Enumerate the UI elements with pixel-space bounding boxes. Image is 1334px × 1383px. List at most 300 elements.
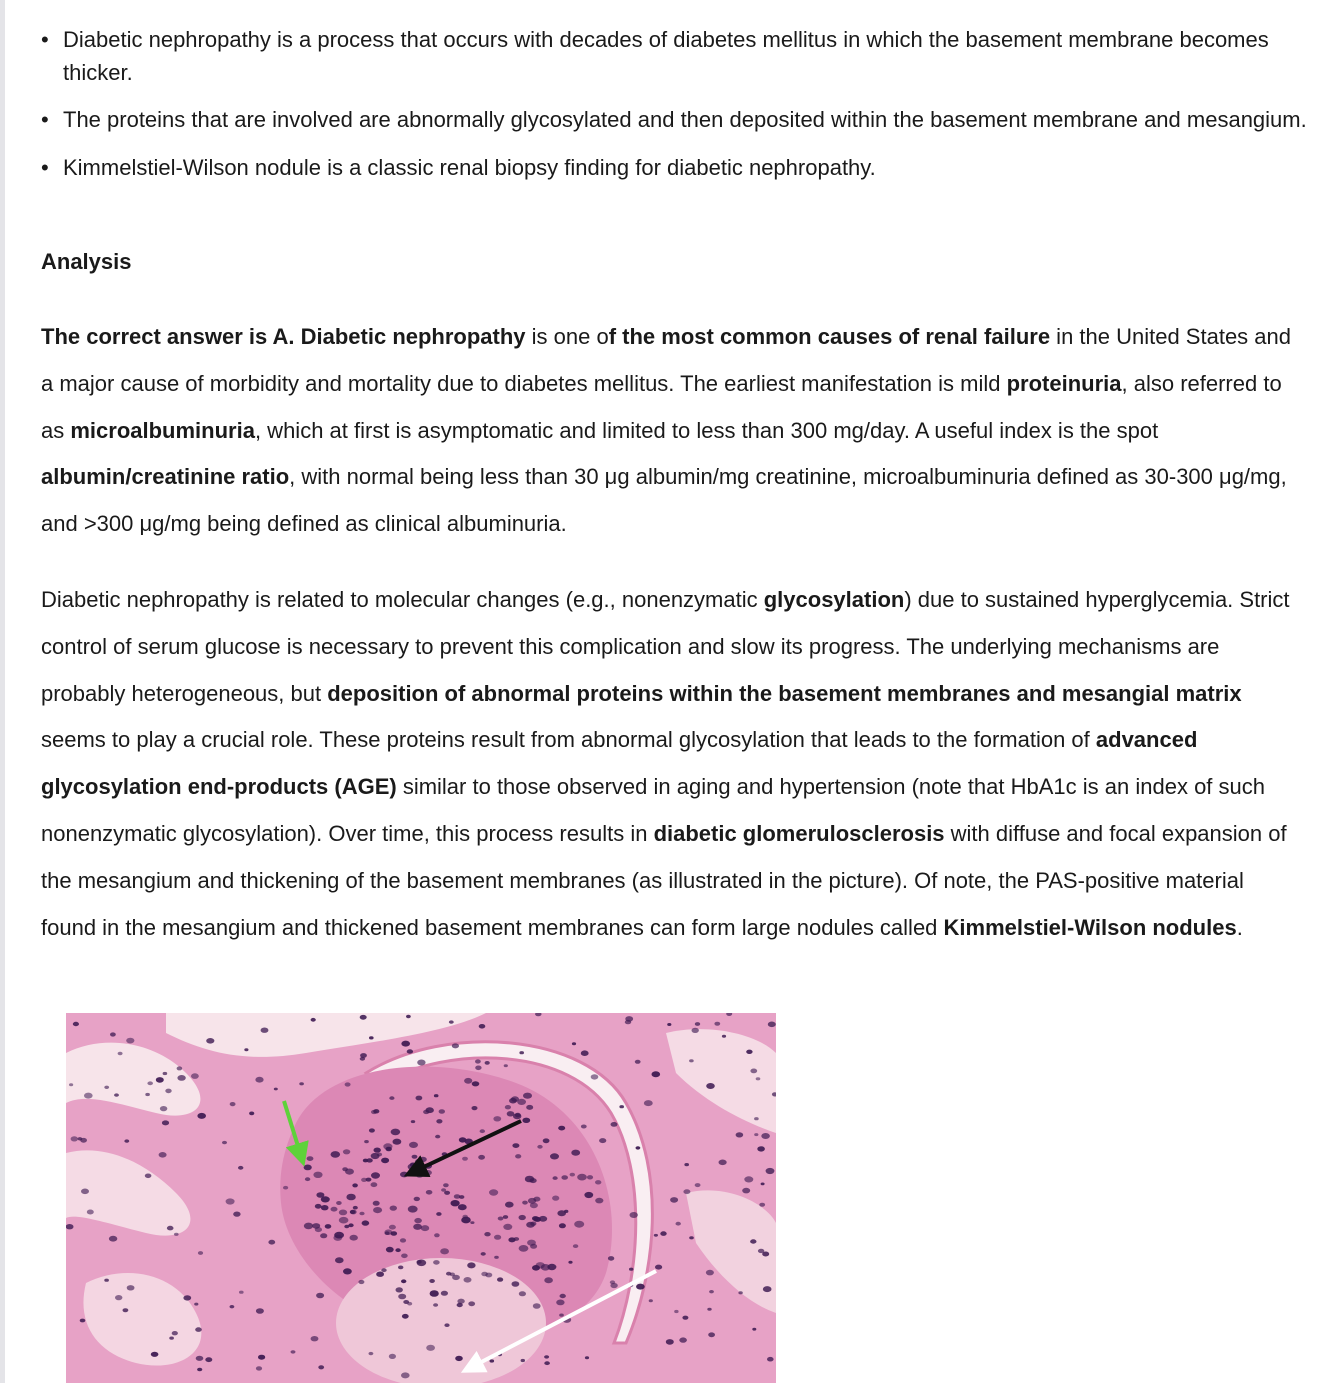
cell-nucleus	[519, 1051, 524, 1054]
cell-nucleus	[321, 1205, 329, 1210]
cell-nucleus	[196, 1356, 204, 1361]
cell-nucleus	[532, 1216, 539, 1221]
cell-nucleus	[490, 1359, 495, 1362]
cell-nucleus	[426, 1345, 435, 1351]
cell-nucleus	[527, 1240, 536, 1246]
cell-nucleus	[436, 1212, 441, 1216]
cell-nucleus	[255, 1077, 263, 1083]
cell-nucleus	[364, 1140, 369, 1143]
cell-nucleus	[311, 1018, 316, 1022]
cell-nucleus	[222, 1141, 227, 1144]
cell-nucleus	[498, 1217, 504, 1221]
cell-nucleus	[515, 1113, 521, 1117]
cell-nucleus	[666, 1339, 674, 1345]
emphasis-text: microalbuminuria	[70, 417, 255, 443]
cell-nucleus	[515, 1154, 521, 1158]
cell-nucleus	[162, 1120, 169, 1125]
cell-nucleus	[561, 1175, 568, 1180]
paragraph-text: , with normal being less than 30 μg albumin/mg creatinine, microalbuminuria defined as 30-300 μg/mg, and >300 μg/mg being defined as clinical albuminuria.	[41, 464, 1287, 537]
emphasis-text: diabetic glomerulosclerosis	[653, 820, 945, 846]
cell-nucleus	[533, 1197, 540, 1202]
cell-nucleus	[543, 1138, 550, 1143]
paragraph-text: is one o	[525, 324, 609, 349]
cell-nucleus	[750, 1239, 756, 1243]
cell-nucleus	[587, 1175, 593, 1179]
cell-nucleus	[299, 1082, 304, 1085]
cell-nucleus	[393, 1139, 402, 1145]
cell-nucleus	[376, 1272, 384, 1277]
cell-nucleus	[433, 1303, 438, 1307]
cell-nucleus	[450, 1273, 455, 1277]
cell-nucleus	[384, 1229, 392, 1235]
cell-nucleus	[481, 1252, 486, 1256]
cell-nucleus	[401, 1254, 408, 1259]
cell-nucleus	[230, 1305, 235, 1308]
cell-nucleus	[172, 1331, 178, 1335]
paragraph-text: seems to play a crucial role. These proteins result from abnormal glycosylation that leads to the formation of	[41, 727, 1096, 753]
cell-nucleus	[719, 1160, 727, 1166]
cell-nucleus	[475, 1059, 481, 1063]
emphasis-text: albumin/creatinine ratio	[41, 464, 290, 490]
cell-nucleus	[402, 1314, 409, 1319]
cell-nucleus	[87, 1210, 94, 1215]
cell-nucleus	[69, 1083, 73, 1086]
cell-nucleus	[503, 1224, 512, 1230]
cell-nucleus	[350, 1235, 358, 1241]
cell-nucleus	[544, 1277, 553, 1283]
cell-nucleus	[750, 1069, 757, 1074]
cell-nucleus	[759, 1203, 765, 1207]
cell-nucleus	[426, 1190, 433, 1195]
cell-nucleus	[756, 1077, 761, 1080]
cell-nucleus	[707, 1308, 711, 1311]
cell-nucleus	[84, 1093, 93, 1099]
paragraph-text: , which at first is asymptomatic and limited to less than 300 mg/day. A useful index is the spot	[254, 417, 1159, 443]
cell-nucleus	[455, 1356, 463, 1361]
cell-nucleus	[386, 1247, 394, 1253]
cell-nucleus	[742, 1188, 750, 1194]
cell-nucleus	[494, 1256, 499, 1259]
cell-nucleus	[346, 1194, 355, 1201]
cell-nucleus	[475, 1066, 481, 1071]
cell-nucleus	[426, 1107, 434, 1113]
cell-nucleus	[434, 1233, 440, 1237]
cell-nucleus	[550, 1153, 559, 1159]
emphasis-text: Kimmelstiel-Wilson nodules	[943, 914, 1237, 940]
cell-nucleus	[559, 1314, 564, 1317]
cell-nucleus	[457, 1303, 463, 1307]
bullet-icon: •	[41, 107, 49, 132]
cell-nucleus	[519, 1291, 526, 1296]
cell-nucleus	[389, 1225, 396, 1230]
cell-nucleus	[226, 1198, 235, 1204]
cell-nucleus	[591, 1074, 599, 1079]
emphasis-text: deposition of abnormal proteins within the basement membranes and mesangial matrix	[327, 680, 1242, 706]
cell-nucleus	[692, 1028, 699, 1033]
cell-nucleus	[373, 1207, 382, 1213]
correct-answer-emphasis: The correct answer is A. Diabetic nephropathy	[41, 324, 526, 349]
cell-nucleus	[625, 1016, 633, 1022]
cell-nucleus	[584, 1192, 593, 1198]
cell-nucleus	[452, 1043, 459, 1048]
emphasis-text: glycosylation	[763, 587, 905, 612]
cell-nucleus	[383, 1143, 392, 1149]
cell-nucleus	[761, 1133, 770, 1139]
cell-nucleus	[377, 1153, 382, 1157]
cell-nucleus	[115, 1295, 122, 1300]
bullet-icon: •	[41, 154, 49, 180]
cell-nucleus	[754, 1133, 758, 1136]
cell-nucleus	[390, 1206, 397, 1211]
cell-nucleus	[409, 1142, 418, 1148]
cell-nucleus	[522, 1201, 528, 1205]
cell-nucleus	[305, 1177, 310, 1181]
cell-nucleus	[421, 1225, 429, 1231]
kimmelstiel-wilson-nodule	[336, 1258, 546, 1383]
cell-nucleus	[708, 1332, 715, 1337]
cell-nucleus	[585, 1356, 589, 1359]
cell-nucleus	[315, 1204, 322, 1209]
cell-nucleus	[595, 1180, 601, 1184]
cell-nucleus	[398, 1294, 406, 1300]
analysis-paragraph-1	[41, 314, 1303, 548]
cell-nucleus	[525, 1176, 534, 1183]
cell-nucleus	[689, 1236, 694, 1239]
cell-nucleus	[400, 1238, 406, 1242]
cell-nucleus	[307, 1156, 314, 1161]
cell-nucleus	[468, 1301, 475, 1306]
cell-nucleus	[398, 1266, 403, 1270]
cell-nucleus	[746, 1050, 752, 1054]
cell-nucleus	[497, 1277, 503, 1281]
cell-nucleus	[503, 1215, 508, 1219]
cell-nucleus	[459, 1195, 464, 1199]
cell-nucleus	[577, 1174, 587, 1181]
cell-nucleus	[511, 1096, 519, 1102]
cell-nucleus	[434, 1094, 439, 1097]
cell-nucleus	[706, 1270, 714, 1276]
cell-nucleus	[78, 1137, 83, 1140]
cell-nucleus	[274, 1088, 278, 1091]
cell-nucleus	[126, 1038, 134, 1044]
cell-nucleus	[416, 1096, 423, 1101]
cell-nucleus	[410, 1163, 416, 1167]
cell-nucleus	[522, 1118, 530, 1123]
cell-nucleus	[391, 1129, 401, 1136]
cell-nucleus	[371, 1182, 378, 1187]
cell-nucleus	[695, 1022, 700, 1026]
cell-nucleus	[313, 1172, 322, 1178]
cell-nucleus	[373, 1201, 380, 1206]
cell-nucleus	[145, 1093, 150, 1096]
cell-nucleus	[736, 1132, 744, 1137]
cell-nucleus	[429, 1279, 435, 1283]
cell-nucleus	[369, 1352, 374, 1355]
cell-nucleus	[304, 1223, 313, 1230]
cell-nucleus	[519, 1215, 526, 1220]
cell-nucleus	[177, 1066, 183, 1070]
cell-nucleus	[444, 1323, 449, 1327]
cell-nucleus	[485, 1273, 492, 1278]
cell-nucleus	[414, 1218, 422, 1223]
cell-nucleus	[574, 1221, 584, 1228]
cell-nucleus	[714, 1022, 720, 1026]
cell-nucleus	[504, 1064, 508, 1067]
cell-nucleus	[556, 1300, 564, 1306]
cell-nucleus	[244, 1048, 248, 1051]
cell-nucleus	[238, 1166, 243, 1170]
cell-nucleus	[441, 1291, 448, 1296]
cell-nucleus	[414, 1197, 420, 1201]
cell-nucleus	[440, 1248, 449, 1254]
cell-nucleus	[610, 1280, 615, 1284]
cell-nucleus	[479, 1024, 486, 1029]
cell-nucleus	[611, 1122, 618, 1127]
cell-nucleus	[183, 1295, 191, 1300]
cell-nucleus	[752, 1328, 756, 1331]
cell-nucleus	[526, 1222, 535, 1228]
cell-nucleus	[763, 1286, 772, 1292]
cell-nucleus	[573, 1244, 578, 1248]
cell-nucleus	[169, 1337, 174, 1340]
cell-nucleus	[165, 1089, 171, 1094]
cell-nucleus	[160, 1106, 167, 1111]
cell-nucleus	[581, 1050, 589, 1056]
cell-nucleus	[505, 1202, 514, 1208]
cell-nucleus	[667, 1023, 671, 1026]
cell-nucleus	[353, 1206, 358, 1210]
cell-nucleus	[408, 1206, 418, 1213]
cell-nucleus	[558, 1126, 565, 1131]
cell-nucleus	[484, 1232, 490, 1236]
paragraph-text: with diffuse and focal expansion of the mesangium and thickening of the basement membranes (as illustrated in the picture). Of note, the PAS-positive material found in the mesangium and thickened basement membranes can form large nodules called	[41, 820, 1287, 940]
emphasis-text: advanced glycosylation end-products (AGE)	[41, 727, 1198, 800]
list-item-text: Diabetic nephropathy is a process that occurs with decades of diabetes mellitus in which the basement membrane becomes thicker.	[63, 27, 1269, 85]
list-item-text: The proteins that are involved are abnormally glycosylated and then deposited within the basement membrane and mesangium.	[63, 107, 1307, 132]
cell-nucleus	[581, 1125, 587, 1129]
cell-nucleus	[344, 1225, 349, 1229]
cell-nucleus	[430, 1290, 439, 1297]
cell-nucleus	[124, 1139, 129, 1142]
cell-nucleus	[333, 1235, 342, 1241]
cell-nucleus	[369, 1128, 375, 1132]
cell-nucleus	[652, 1071, 661, 1077]
cell-nucleus	[744, 1176, 753, 1182]
cell-nucleus	[684, 1163, 689, 1166]
cell-nucleus	[325, 1224, 332, 1229]
cell-nucleus	[339, 1210, 347, 1216]
cell-nucleus	[463, 1215, 468, 1219]
cell-nucleus	[761, 1183, 765, 1186]
cell-nucleus	[195, 1327, 202, 1332]
cell-nucleus	[636, 1284, 645, 1290]
cell-nucleus	[489, 1189, 498, 1195]
cell-nucleus	[695, 1183, 701, 1187]
cell-nucleus	[249, 1112, 254, 1116]
cell-nucleus	[660, 1231, 666, 1236]
cell-nucleus	[413, 1224, 422, 1230]
cell-nucleus	[371, 1110, 377, 1114]
cell-nucleus	[381, 1158, 389, 1164]
cell-nucleus	[318, 1365, 324, 1369]
list-item	[41, 104, 1311, 137]
bullet-icon: •	[41, 27, 49, 52]
cell-nucleus	[320, 1233, 327, 1238]
cell-nucleus	[417, 1060, 425, 1066]
cell-nucleus	[467, 1262, 475, 1268]
cell-nucleus	[345, 1082, 351, 1086]
cell-nucleus	[343, 1149, 350, 1154]
cell-nucleus	[630, 1212, 638, 1218]
cell-nucleus	[559, 1223, 566, 1228]
cell-nucleus	[706, 1083, 715, 1089]
cell-nucleus	[758, 1249, 764, 1253]
list-item	[41, 152, 1311, 185]
cell-nucleus	[472, 1081, 480, 1086]
cell-nucleus	[436, 1119, 442, 1123]
cell-nucleus	[358, 1280, 364, 1284]
cell-nucleus	[335, 1257, 344, 1263]
cell-nucleus	[261, 1028, 269, 1033]
cell-nucleus	[519, 1245, 529, 1252]
cell-nucleus	[123, 1308, 129, 1312]
cell-nucleus	[331, 1207, 338, 1212]
cell-nucleus	[331, 1151, 341, 1158]
list-item-text: Kimmelstiel-Wilson nodule is a classic renal biopsy finding for diabetic nephropathy.	[63, 154, 876, 180]
cell-nucleus	[127, 1285, 135, 1290]
cell-nucleus	[654, 1234, 658, 1237]
cell-nucleus	[552, 1196, 559, 1201]
cell-nucleus	[412, 1155, 418, 1159]
cell-nucleus	[406, 1015, 411, 1018]
cell-nucleus	[411, 1120, 415, 1123]
paragraph-text: Diabetic nephropathy is related to molecular changes (e.g., nonenzymatic	[41, 587, 764, 612]
cell-nucleus	[508, 1237, 515, 1242]
cell-nucleus	[722, 1035, 726, 1038]
cell-nucleus	[526, 1105, 533, 1110]
cell-nucleus	[401, 1041, 410, 1047]
cell-nucleus	[343, 1268, 352, 1274]
cell-nucleus	[381, 1268, 386, 1272]
cell-nucleus	[336, 1201, 342, 1205]
analysis-heading: Analysis	[41, 249, 132, 274]
cell-nucleus	[359, 1212, 364, 1216]
cell-nucleus	[464, 1277, 472, 1283]
cell-nucleus	[371, 1172, 380, 1178]
cell-nucleus	[360, 1015, 367, 1020]
cell-nucleus	[462, 1157, 468, 1161]
histology-image	[66, 1013, 776, 1383]
cell-nucleus	[417, 1260, 422, 1264]
cell-nucleus	[415, 1159, 423, 1165]
cell-nucleus	[676, 1222, 681, 1226]
cell-nucleus	[754, 1117, 759, 1120]
cell-nucleus	[174, 1233, 179, 1236]
cell-nucleus	[649, 1299, 653, 1302]
cell-nucleus	[206, 1038, 214, 1044]
cell-nucleus	[532, 1265, 540, 1271]
cell-nucleus	[316, 1293, 324, 1299]
cell-nucleus	[239, 1291, 244, 1294]
cell-nucleus	[145, 1174, 152, 1179]
cell-nucleus	[480, 1129, 485, 1133]
cell-nucleus	[533, 1303, 541, 1309]
cell-nucleus	[291, 1350, 296, 1353]
paragraph-text: ) due to sustained hyperglycemia. Strict control of serum glucose is necessary to prevent this complication and slow its progress. The underlying mechanisms are probably heterogeneous, but	[41, 587, 1290, 706]
cell-nucleus	[163, 1072, 168, 1075]
cell-nucleus	[311, 1336, 319, 1341]
cell-nucleus	[114, 1093, 119, 1096]
cell-nucleus	[470, 1221, 474, 1224]
cell-nucleus	[572, 1042, 576, 1045]
cell-nucleus	[635, 1060, 641, 1064]
cell-nucleus	[644, 1100, 653, 1106]
cell-nucleus	[458, 1204, 467, 1210]
cell-nucleus	[505, 1105, 511, 1109]
cell-nucleus	[401, 1279, 406, 1283]
cell-nucleus	[757, 1146, 765, 1151]
cell-nucleus	[268, 1240, 275, 1245]
cell-nucleus	[655, 1265, 662, 1270]
cell-nucleus	[544, 1355, 549, 1358]
cell-nucleus	[350, 1210, 356, 1214]
cell-nucleus	[709, 1290, 714, 1293]
cell-nucleus	[205, 1357, 212, 1362]
cell-nucleus	[599, 1138, 606, 1143]
cell-nucleus	[400, 1172, 408, 1178]
cell-nucleus	[352, 1183, 358, 1187]
cell-nucleus	[197, 1113, 206, 1119]
key-points-list	[41, 24, 1311, 199]
cell-nucleus	[345, 1169, 354, 1175]
cell-nucleus	[494, 1235, 501, 1240]
cell-nucleus	[66, 1224, 74, 1229]
cell-nucleus	[339, 1217, 349, 1224]
cell-nucleus	[547, 1264, 556, 1270]
cell-nucleus	[689, 1059, 694, 1062]
emphasis-text: f the most common causes of renal failure	[608, 324, 1051, 349]
cell-nucleus	[156, 1077, 164, 1083]
cell-nucleus	[191, 1073, 199, 1079]
cell-nucleus	[595, 1198, 603, 1204]
paragraph-text: in the United States and a major cause of morbidity and mortality due to diabetes mellitus. The earliest manifestation is mild	[41, 324, 1291, 396]
cell-nucleus	[674, 1310, 678, 1313]
cell-nucleus	[564, 1210, 568, 1213]
cell-nucleus	[521, 1359, 525, 1362]
cell-nucleus	[570, 1173, 575, 1177]
cell-nucleus	[118, 1052, 123, 1055]
cell-nucleus	[80, 1319, 86, 1323]
paragraph-text: similar to those observed in aging and hypertension (note that HbA1c is an index of such nonenzymatic glycosylation). Over time, this process results in	[41, 774, 1265, 846]
cell-nucleus	[197, 1368, 202, 1372]
cell-nucleus	[768, 1022, 776, 1028]
cell-nucleus	[256, 1308, 264, 1314]
cell-nucleus	[258, 1355, 265, 1360]
cell-nucleus	[283, 1186, 288, 1190]
cell-nucleus	[464, 1078, 472, 1084]
cell-nucleus	[767, 1357, 774, 1362]
cell-nucleus	[104, 1086, 109, 1089]
cell-nucleus	[435, 1135, 440, 1139]
list-item	[41, 24, 1311, 89]
cell-nucleus	[104, 1279, 109, 1282]
cell-nucleus	[407, 1049, 413, 1053]
cell-nucleus	[177, 1075, 185, 1081]
glomerulus-micrograph	[66, 1013, 776, 1383]
cell-nucleus	[683, 1189, 690, 1194]
cell-nucleus	[485, 1061, 490, 1065]
cell-nucleus	[493, 1116, 501, 1121]
